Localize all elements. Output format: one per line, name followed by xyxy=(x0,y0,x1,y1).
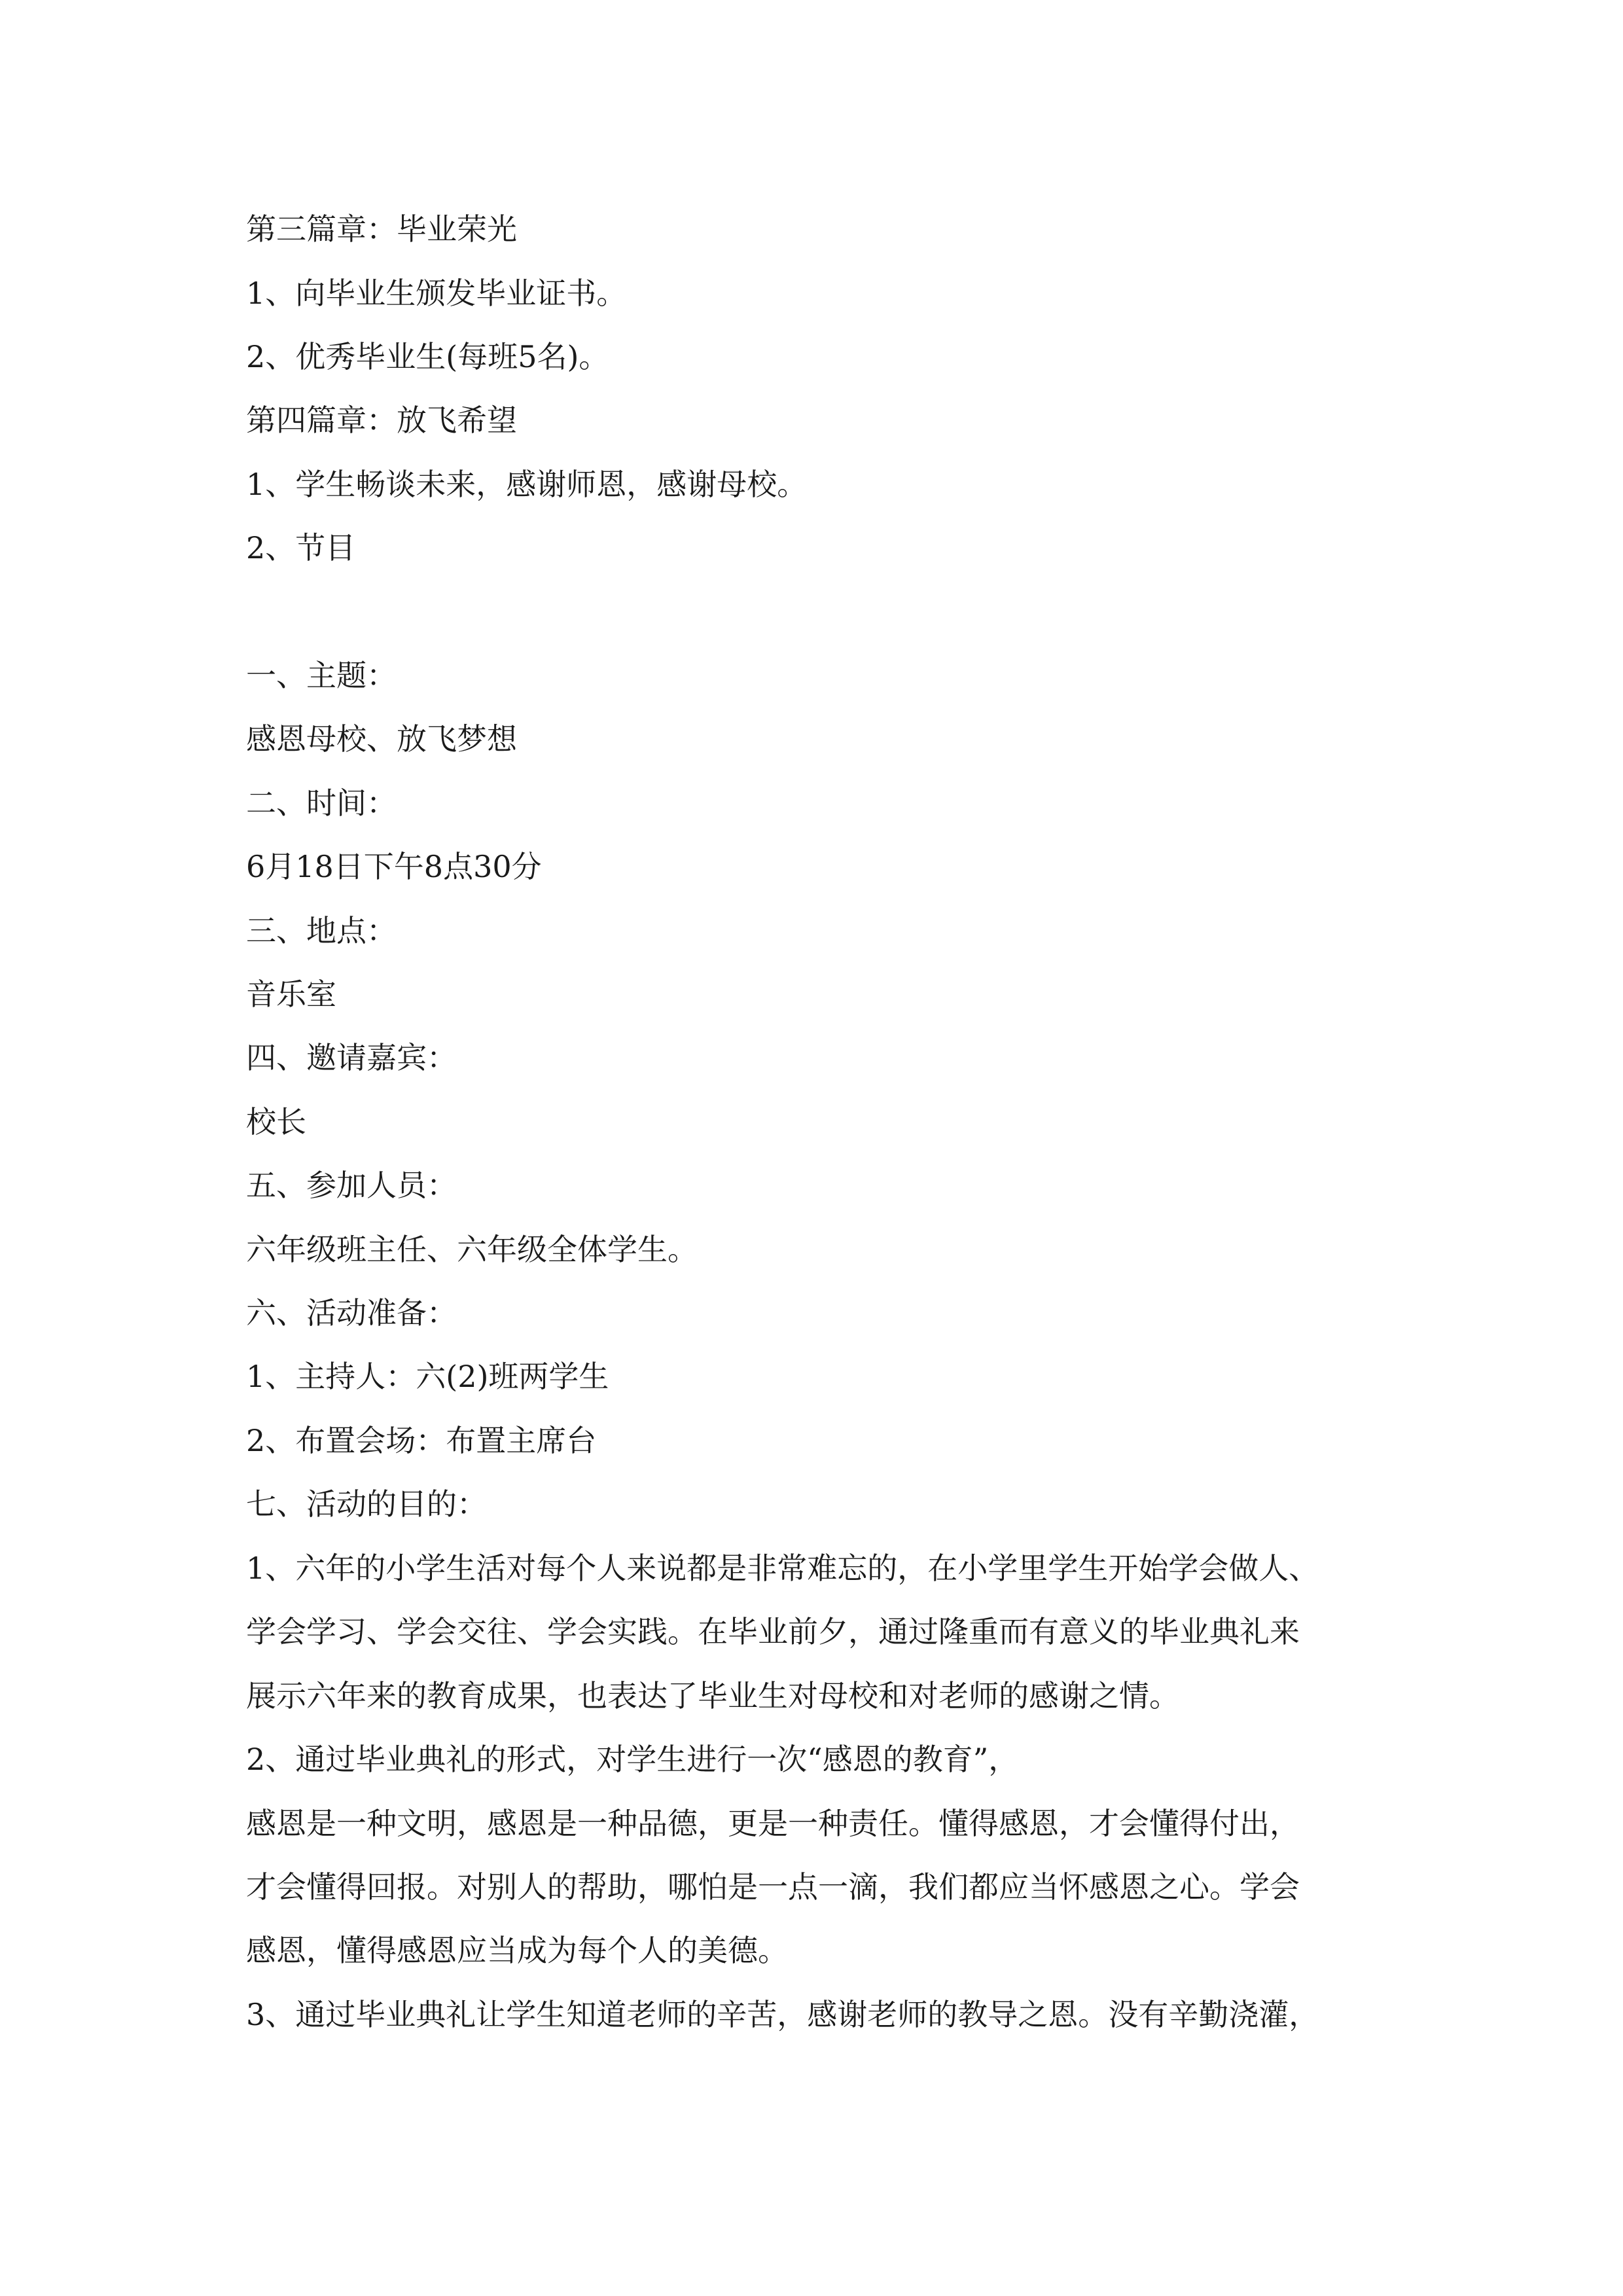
section-heading-purpose: 七、活动的目的： xyxy=(246,1486,487,1522)
chapter-three-heading: 第三篇章：毕业荣光 xyxy=(246,211,517,247)
section-heading-guests: 四、邀请嘉宾： xyxy=(246,1040,457,1075)
text-line: 2、布置会场：布置主席台 xyxy=(246,1423,597,1458)
text-line: 1、学生畅谈未来，感谢师恩，感谢母校。 xyxy=(246,467,808,502)
section-heading-participants: 五、参加人员： xyxy=(246,1168,457,1203)
text-line: 2、节目 xyxy=(246,530,356,565)
paragraph-line: 3、通过毕业典礼让学生知道老师的辛苦，感谢老师的教导之恩。没有辛勤浇灌， xyxy=(246,1997,1319,2032)
text-line: 1、主持人：六(2)班两学生 xyxy=(246,1359,609,1394)
paragraph-line: 感恩，懂得感恩应当成为每个人的美德。 xyxy=(246,1933,788,1968)
text-line: 校长 xyxy=(246,1104,306,1139)
paragraph-line: 学会学习、学会交往、学会实践。在毕业前夕，通过隆重而有意义的毕业典礼来 xyxy=(246,1614,1300,1649)
paragraph-line: 2、通过毕业典礼的形式，对学生进行一次“感恩的教育”， xyxy=(246,1742,1019,1777)
section-heading-preparation: 六、活动准备： xyxy=(246,1295,457,1331)
text-line: 2、优秀毕业生(每班5名)。 xyxy=(246,339,609,374)
text-line: 6月18日下午8点30分 xyxy=(246,849,542,884)
text-line: 六年级班主任、六年级全体学生。 xyxy=(246,1232,698,1267)
text-line: 音乐室 xyxy=(246,977,336,1012)
text-line: 感恩母校、放飞梦想 xyxy=(246,721,517,757)
text-line: 1、向毕业生颁发毕业证书。 xyxy=(246,276,627,311)
paragraph-line: 展示六年来的教育成果，也表达了毕业生对母校和对老师的感谢之情。 xyxy=(246,1678,1179,1713)
paragraph-line: 才会懂得回报。对别人的帮助，哪怕是一点一滴，我们都应当怀感恩之心。学会 xyxy=(246,1869,1300,1905)
paragraph-line: 感恩是一种文明，感恩是一种品德，更是一种责任。懂得感恩，才会懂得付出， xyxy=(246,1806,1300,1841)
paragraph-line: 1、六年的小学生活对每个人来说都是非常难忘的，在小学里学生开始学会做人、 xyxy=(246,1551,1319,1586)
chapter-four-heading: 第四篇章：放飞希望 xyxy=(246,403,517,438)
section-heading-location: 三、地点： xyxy=(246,913,397,948)
section-heading-time: 二、时间： xyxy=(246,785,397,821)
section-heading-theme: 一、主题： xyxy=(246,658,397,693)
